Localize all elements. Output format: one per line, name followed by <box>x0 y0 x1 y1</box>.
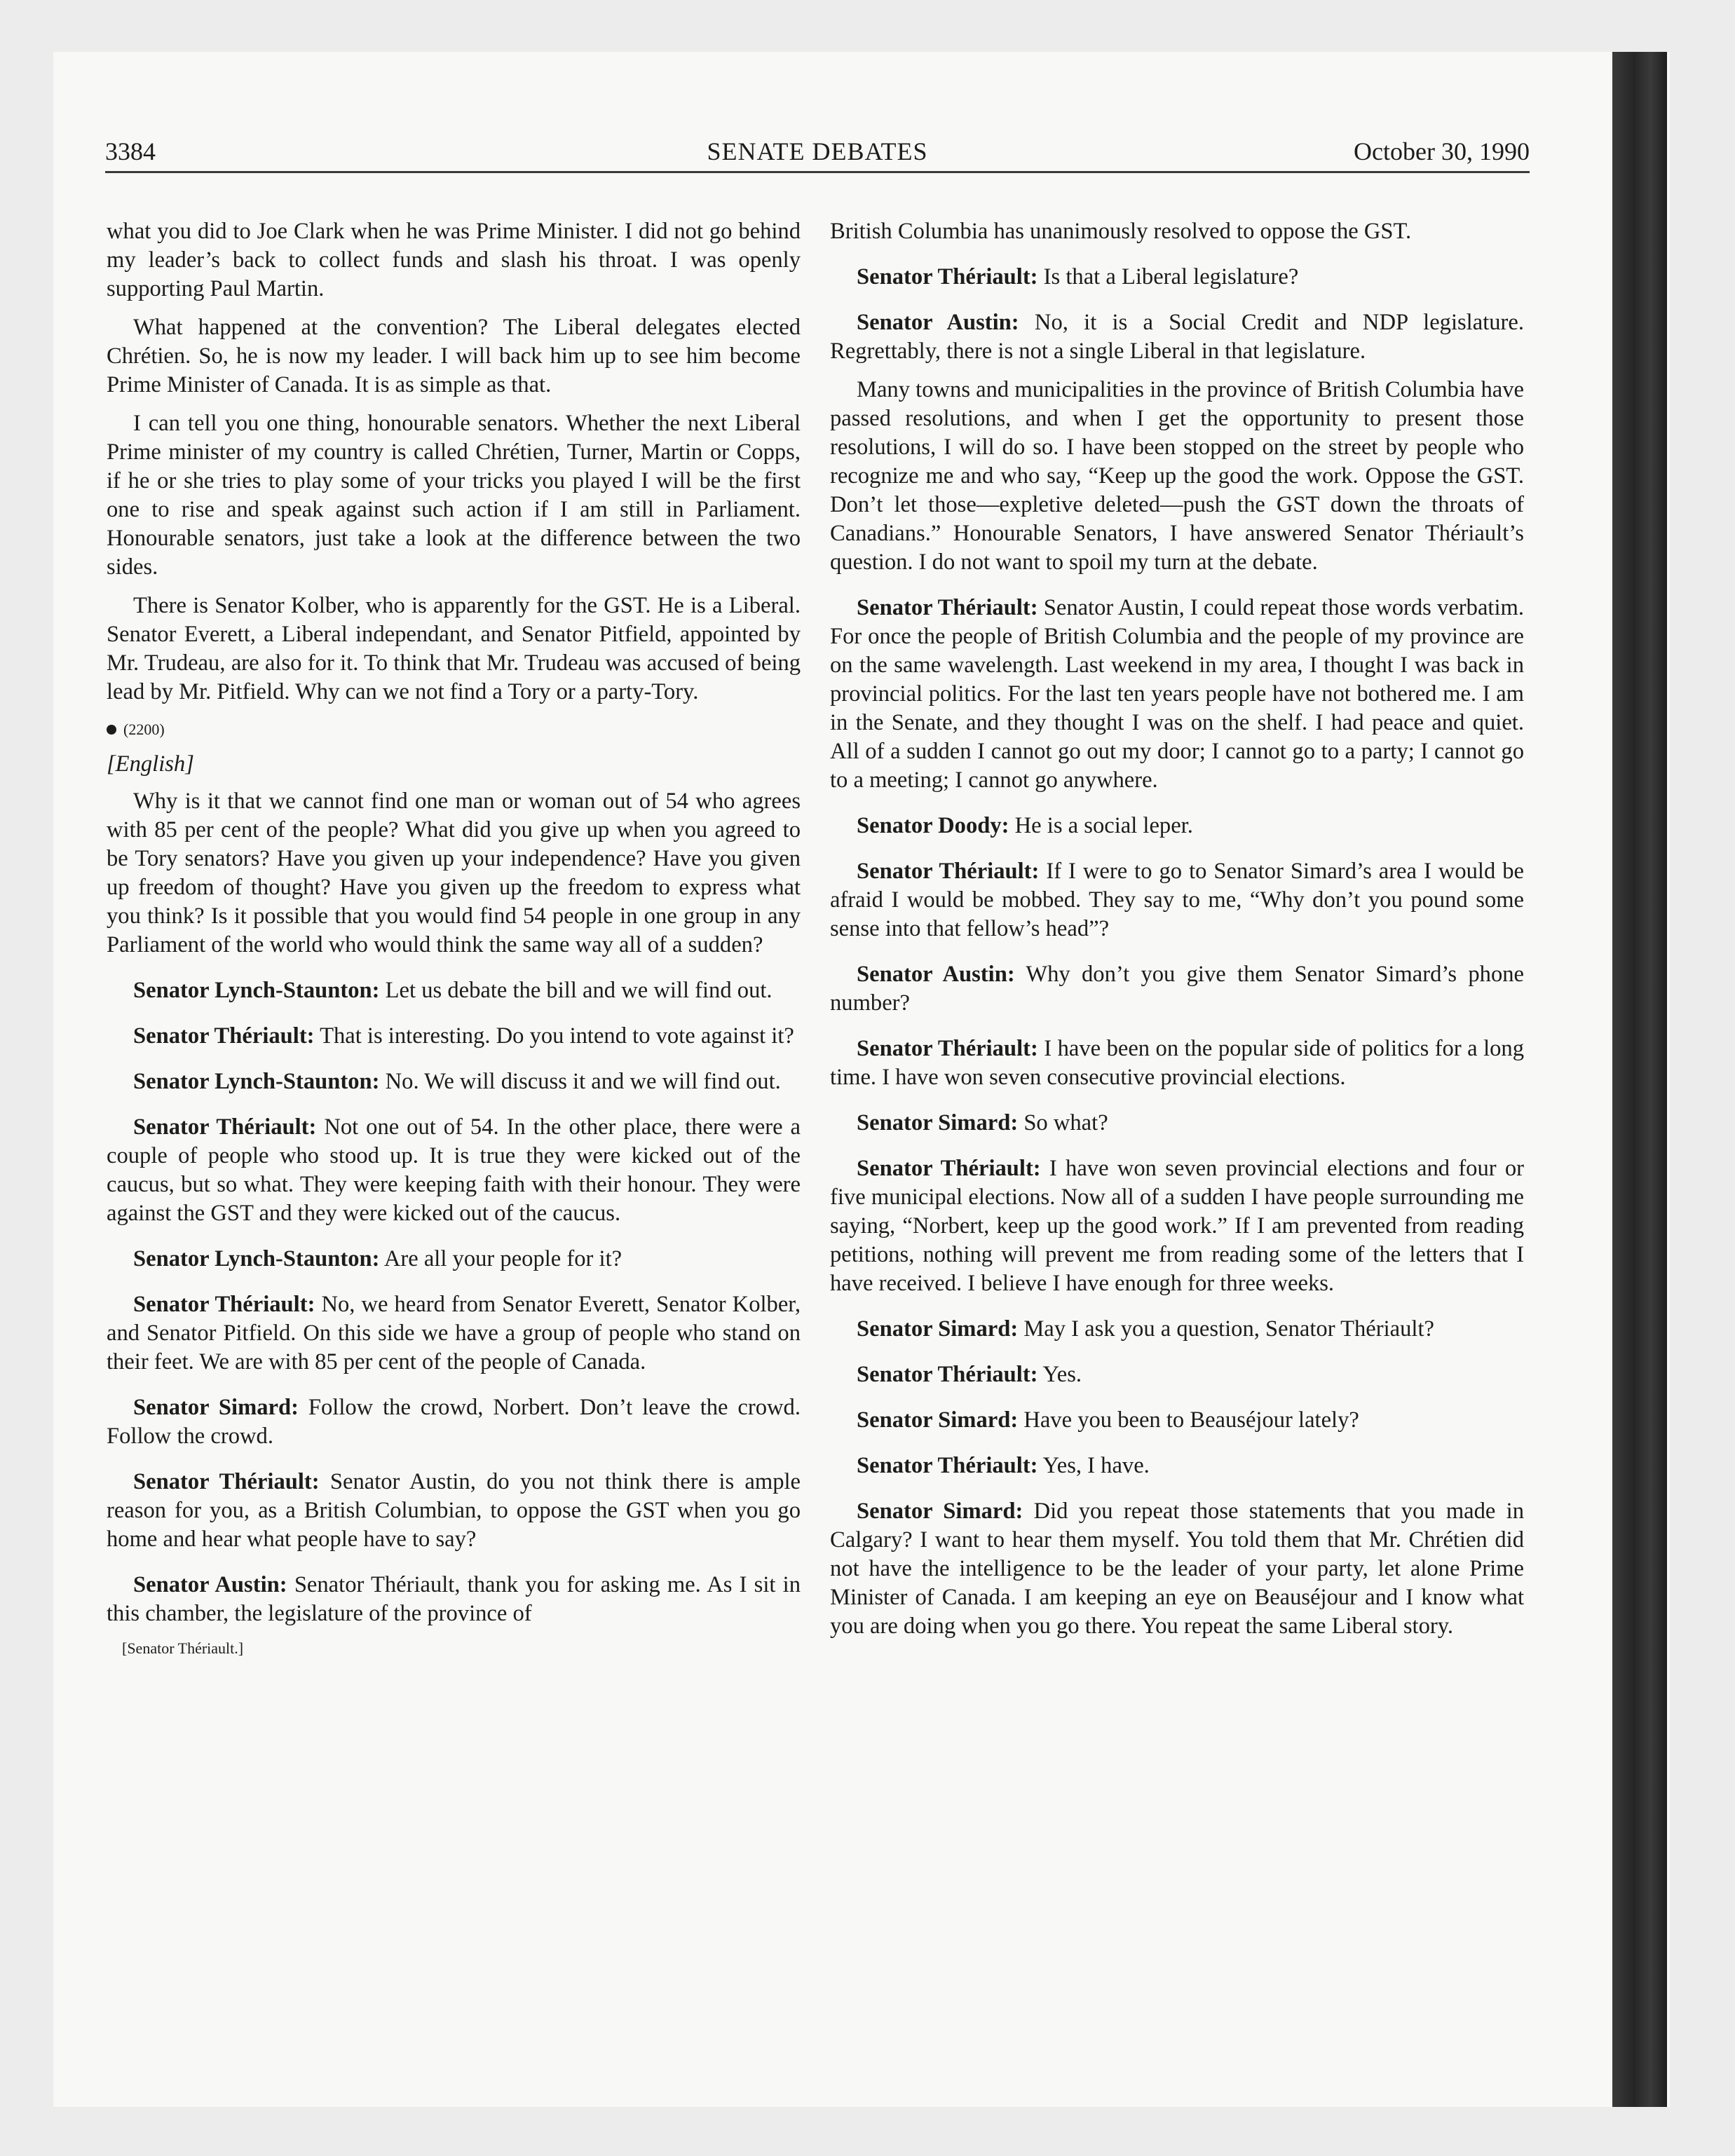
speech <box>107 1113 801 1228</box>
publication-date: October 30, 1990 <box>1354 137 1530 165</box>
speaker-name: Senator Simard: <box>857 1407 1019 1433</box>
speech-text: Let us debate the bill and we will find out. <box>379 978 773 1003</box>
speech-text: Senator Austin, I could repeat those words verbatim. For once the people of British Columbia and the people of my province are on the same wavelength. Last weekend in my area, I thought I was back in provincial politics. For the last ten years people have not bothered me. I am in the Senate, and they thought I was on the shelf. I had peace and quiet. All of a sudden I cannot go out my door; I cannot go to a party; I cannot go to a meeting; I cannot go anywhere. <box>830 595 1524 793</box>
language-marker: [English] <box>107 751 194 777</box>
paragraph: What happened at the convention? The Liberal delegates elected Chrétien. So, he is now my leader. I will back him up to see him become Prime Minister of Canada. It is as simple as that. <box>107 315 801 397</box>
speaker-name: Senator Simard: <box>857 1110 1019 1135</box>
speech <box>107 1245 801 1274</box>
speech <box>830 308 1524 366</box>
speech-text: May I ask you a question, Senator Thériault? <box>1018 1316 1434 1342</box>
speaker-name: Senator Thériault: <box>857 1156 1041 1181</box>
paragraph: British Columbia has unanimously resolved to oppose the GST. <box>830 219 1412 244</box>
paragraph: Many towns and municipalities in the province of British Columbia have passed resolutions, and when I get the opportunity to present those resolutions, I will do so. I have been stopped on the street by people who recognize me and who say, “Keep up the good the work. Oppose the GST. Don’t let those—expletive deleted—push the GST down the throats of Canadians.” Honourable Senators, I have answered Senator Thériault’s question. I do not want to spoil my turn at the debate. <box>830 377 1524 575</box>
publication-title: SENATE DEBATES <box>707 137 928 165</box>
speaker-name: Senator Simard: <box>133 1395 299 1420</box>
speaker-name: Senator Lynch-Staunton: <box>133 1069 380 1094</box>
speech <box>107 1290 801 1377</box>
speaker-name: Senator Austin: <box>857 962 1015 987</box>
speech <box>830 1497 1524 1641</box>
speech <box>830 1154 1524 1298</box>
speech-text: He is a social leper. <box>1009 813 1193 838</box>
speech-text: Not one out of 54. In the other place, there were a couple of people who stood up. It is true they were kicked out of the caucus, but so what. They were keeping faith with their honour. They were against the GST and they were kicked out of the caucus. <box>107 1114 801 1226</box>
speaker-name: Senator Thériault: <box>133 1114 317 1140</box>
speech-text: Did you repeat those statements that you made in Calgary? I want to hear them myself. You told them that Mr. Chrétien did not have the intelligence to be the leader of your party, let alone Prime Minister of Canada. I am keeping an eye on Beauséjour and I know what you are doing when you go there. You repeat the same Liberal story. <box>830 1499 1524 1639</box>
speech-text: Senator Thériault, thank you for asking me. As I sit in this chamber, the legislature of the province of <box>107 1572 801 1626</box>
speech <box>830 812 1524 840</box>
speech <box>107 976 801 1005</box>
speech <box>830 1035 1524 1092</box>
speech-text: No. We will discuss it and we will find out. <box>379 1069 781 1094</box>
speech-text: Yes. <box>1037 1362 1082 1387</box>
bullet-icon <box>107 725 116 735</box>
speech <box>107 1067 801 1096</box>
left-column <box>107 217 801 1659</box>
speaker-name: Senator Simard: <box>857 1499 1023 1524</box>
time-marker-label: (2200) <box>123 721 165 738</box>
speaker-name: Senator Thériault: <box>133 1023 315 1049</box>
time-marker <box>107 719 801 740</box>
speech-text: I have won seven provincial elections and four or five municipal elections. Now all of a sudden I have people surrounding me saying, “Norbert, keep up the good work.” If I am prevented from reading petitions, nothing will prevent me from reading some of the letters that I have received. I believe I have enough for three weeks. <box>830 1156 1524 1296</box>
speech-text: That is interesting. Do you intend to vote against it? <box>314 1023 794 1049</box>
speaker-name: Senator Lynch-Staunton: <box>133 978 380 1003</box>
speech-text: Senator Austin, do you not think there is ample reason for you, as a British Columbian, to oppose the GST when you go home and hear what people have to say? <box>107 1469 801 1552</box>
speech-text: No, it is a Social Credit and NDP legislature. Regrettably, there is not a single Liberal in that legislature. <box>830 310 1524 364</box>
speech <box>830 1452 1524 1480</box>
speech <box>830 1315 1524 1344</box>
speaker-name: Senator Thériault: <box>857 1362 1038 1387</box>
speaker-name: Senator Simard: <box>857 1316 1019 1342</box>
speaker-name: Senator Thériault: <box>133 1292 315 1317</box>
right-column <box>830 217 1524 1651</box>
paragraph: I can tell you one thing, honourable senators. Whether the next Liberal Prime minister of my country is called Chrétien, Turner, Martin or Copps, if he or she tries to play some of your tricks you played I will be the first one to rise and speak against such action if I am still in Parliament. Honourable senators, just take a look at the difference between the two sides. <box>107 411 801 580</box>
speaker-name: Senator Thériault: <box>857 1453 1038 1478</box>
page-header <box>105 137 1530 173</box>
speech <box>830 960 1524 1018</box>
speech <box>830 594 1524 795</box>
speech-text: Follow the crowd, Norbert. Don’t leave the crowd. Follow the crowd. <box>107 1395 801 1449</box>
speech <box>107 1022 801 1051</box>
speech <box>830 263 1524 292</box>
binding-spine <box>1612 52 1667 2107</box>
speech-text: Are all your people for it? <box>379 1246 622 1271</box>
paragraph: Why is it that we cannot find one man or woman out of 54 who agrees with 85 per cent of the people? What did you give up when you agreed to be Tory senators? Have you given up your independence? Have you given up freedom of thought? Have you given up the freedom to express what you think? Is it possible that you would find 54 people in one group in any Parliament of the world who would think the same way all of a sudden? <box>107 789 801 957</box>
speech-text: Have you been to Beauséjour lately? <box>1018 1407 1359 1433</box>
speech <box>107 1468 801 1554</box>
speech <box>830 1406 1524 1435</box>
speaker-name: Senator Austin: <box>133 1572 287 1597</box>
speech <box>830 1109 1524 1138</box>
speech <box>830 1360 1524 1389</box>
footnote: [Senator Thériault.] <box>122 1639 244 1657</box>
speech-text: If I were to go to Senator Simard’s area I would be afraid I would be mobbed. They say to me, “Why don’t you pound some sense into that fellow’s head”? <box>830 859 1524 941</box>
speaker-name: Senator Thériault: <box>857 859 1040 884</box>
speech <box>107 1571 801 1628</box>
speech-text: No, we heard from Senator Everett, Senator Kolber, and Senator Pitfield. On this side we have a group of people who stand on their feet. We are with 85 per cent of the people of Canada. <box>107 1292 801 1374</box>
speaker-name: Senator Thériault: <box>857 1036 1038 1061</box>
speaker-name: Senator Lynch-Staunton: <box>133 1246 380 1271</box>
speech-text: Yes, I have. <box>1037 1453 1150 1478</box>
speech <box>107 1393 801 1451</box>
speech-text: Why don’t you give them Senator Simard’s phone number? <box>830 962 1524 1016</box>
speech-text: Is that a Liberal legislature? <box>1037 264 1299 289</box>
page-number: 3384 <box>105 137 156 165</box>
speaker-name: Senator Thériault: <box>857 595 1038 620</box>
paragraph: There is Senator Kolber, who is apparently for the GST. He is a Liberal. Senator Everett, a Liberal independant, and Senator Pitfield, appointed by Mr. Trudeau, are also for it. To think that Mr. Trudeau was accused of being lead by Mr. Pitfield. Why can we not find a Tory or a party-Tory. <box>107 593 801 704</box>
paragraph: what you did to Joe Clark when he was Prime Minister. I did not go behind my leader’s back to collect funds and slash his throat. I was openly supporting Paul Martin. <box>107 219 801 301</box>
speaker-name: Senator Thériault: <box>133 1469 320 1494</box>
speaker-name: Senator Austin: <box>857 310 1019 335</box>
speech-text: I have been on the popular side of politics for a long time. I have won seven consecutive provincial elections. <box>830 1036 1524 1090</box>
speech <box>830 857 1524 943</box>
speech-text: So what? <box>1018 1110 1108 1135</box>
speaker-name: Senator Doody: <box>857 813 1009 838</box>
speaker-name: Senator Thériault: <box>857 264 1038 289</box>
